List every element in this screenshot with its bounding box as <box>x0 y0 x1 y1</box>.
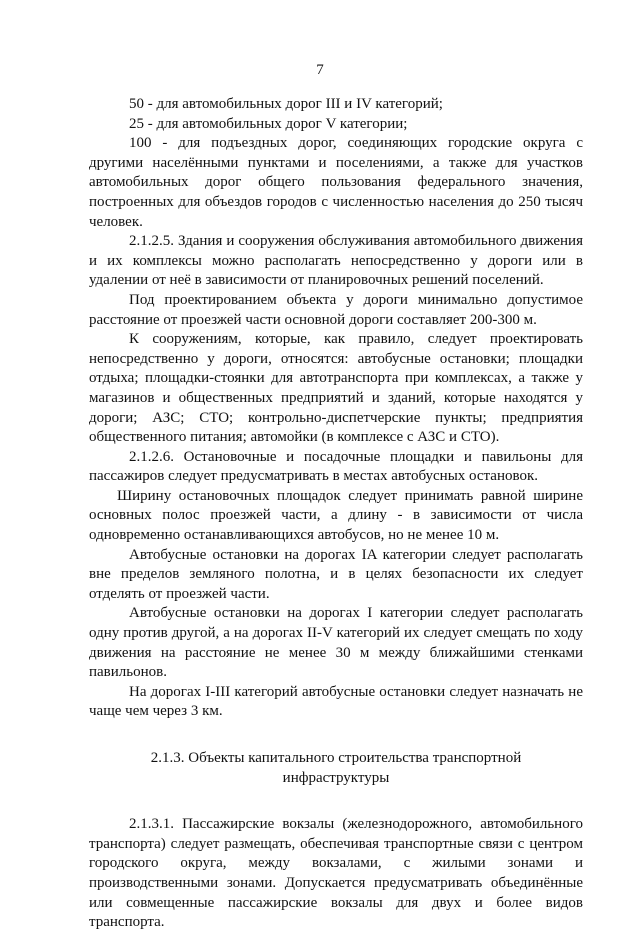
paragraph-2-1-2-5: 2.1.2.5. Здания и сооружения обслуживания автомобильного движения и их комплексы можно располагать непосредственно у дороги или в удалении от неё в зависимости от планировочных решений поселений. <box>89 233 583 289</box>
paragraph-road-category-5: 25 - для автомобильных дорог V категории; <box>129 115 408 132</box>
paragraph-2-1-3-1: 2.1.3.1. Пассажирские вокзалы (железнодорожного, автомобильного транспорта) следует размещать, обеспечивая транспортные связи с центром городского округа, между вокзалами, с жилыми зонами и производственными зонами. Допускается предусматривать объединённые или совмещенные пассажирские вокзалы для двух и более видов транспорта. <box>89 816 583 931</box>
paragraph-stop-width: Ширину остановочных площадок следует принимать равной ширине основных полос проезжей части, а длину - в зависимости от числа одновременно останавливающихся автобусов, но не менее 10 м. <box>89 487 583 544</box>
paragraph-stop-spacing: На дорогах I-III категорий автобусные остановки следует назначать не чаще чем через 3 км. <box>89 683 583 720</box>
section-heading: 2.1.3. Объекты капитального строительства транспортной инфраструктуры <box>150 750 522 786</box>
paragraph-access-roads: 100 - для подъездных дорог, соединяющих городские округа с другими населёнными пунктами и поселениями, а также для участков автомобильных дорог общего пользования федерального значения, построенных для объездов городов с численностью населения до 250 тысяч человек. <box>89 135 583 230</box>
paragraph-min-distance: Под проектированием объекта у дороги минимально допустимое расстояние от проезжей части основной дороги составляет 200-300 м. <box>89 291 583 328</box>
paragraph-category-i-stops: Автобусные остановки на дорогах I категории следует располагать одну против другой, а на дорогах II-V категорий их следует смещать по ходу движения на расстояние не менее 30 м между ближайшими стенками павильонов. <box>89 605 583 681</box>
document-body <box>89 95 583 933</box>
page-number: 7 <box>316 62 324 78</box>
paragraph-category-ia-stops: Автобусные остановки на дорогах IA категории следует располагать вне пределов земляного полотна, и в целях безопасности их следует отделять от проезжей части. <box>89 546 583 602</box>
paragraph-roadside-structures: К сооружениям, которые, как правило, следует проектировать непосредственно у дороги, относятся: автобусные остановки; площадки отдыха; площадки-стоянки для автотранспорта при комплексах, а также у магазинов и общественных предприятий и зданий, которые находятся у дороги; АЗС; СТО; контрольно-диспетчерские пункты; предприятия общественного питания; автомойки (в комплексе с АЗС и СТО). <box>89 331 583 446</box>
paragraph-2-1-2-6: 2.1.2.6. Остановочные и посадочные площадки и павильоны для пассажиров следует предусматривать в местах автобусных остановок. <box>89 448 583 485</box>
paragraph-road-category-3-4: 50 - для автомобильных дорог III и IV категорий; <box>129 96 443 112</box>
